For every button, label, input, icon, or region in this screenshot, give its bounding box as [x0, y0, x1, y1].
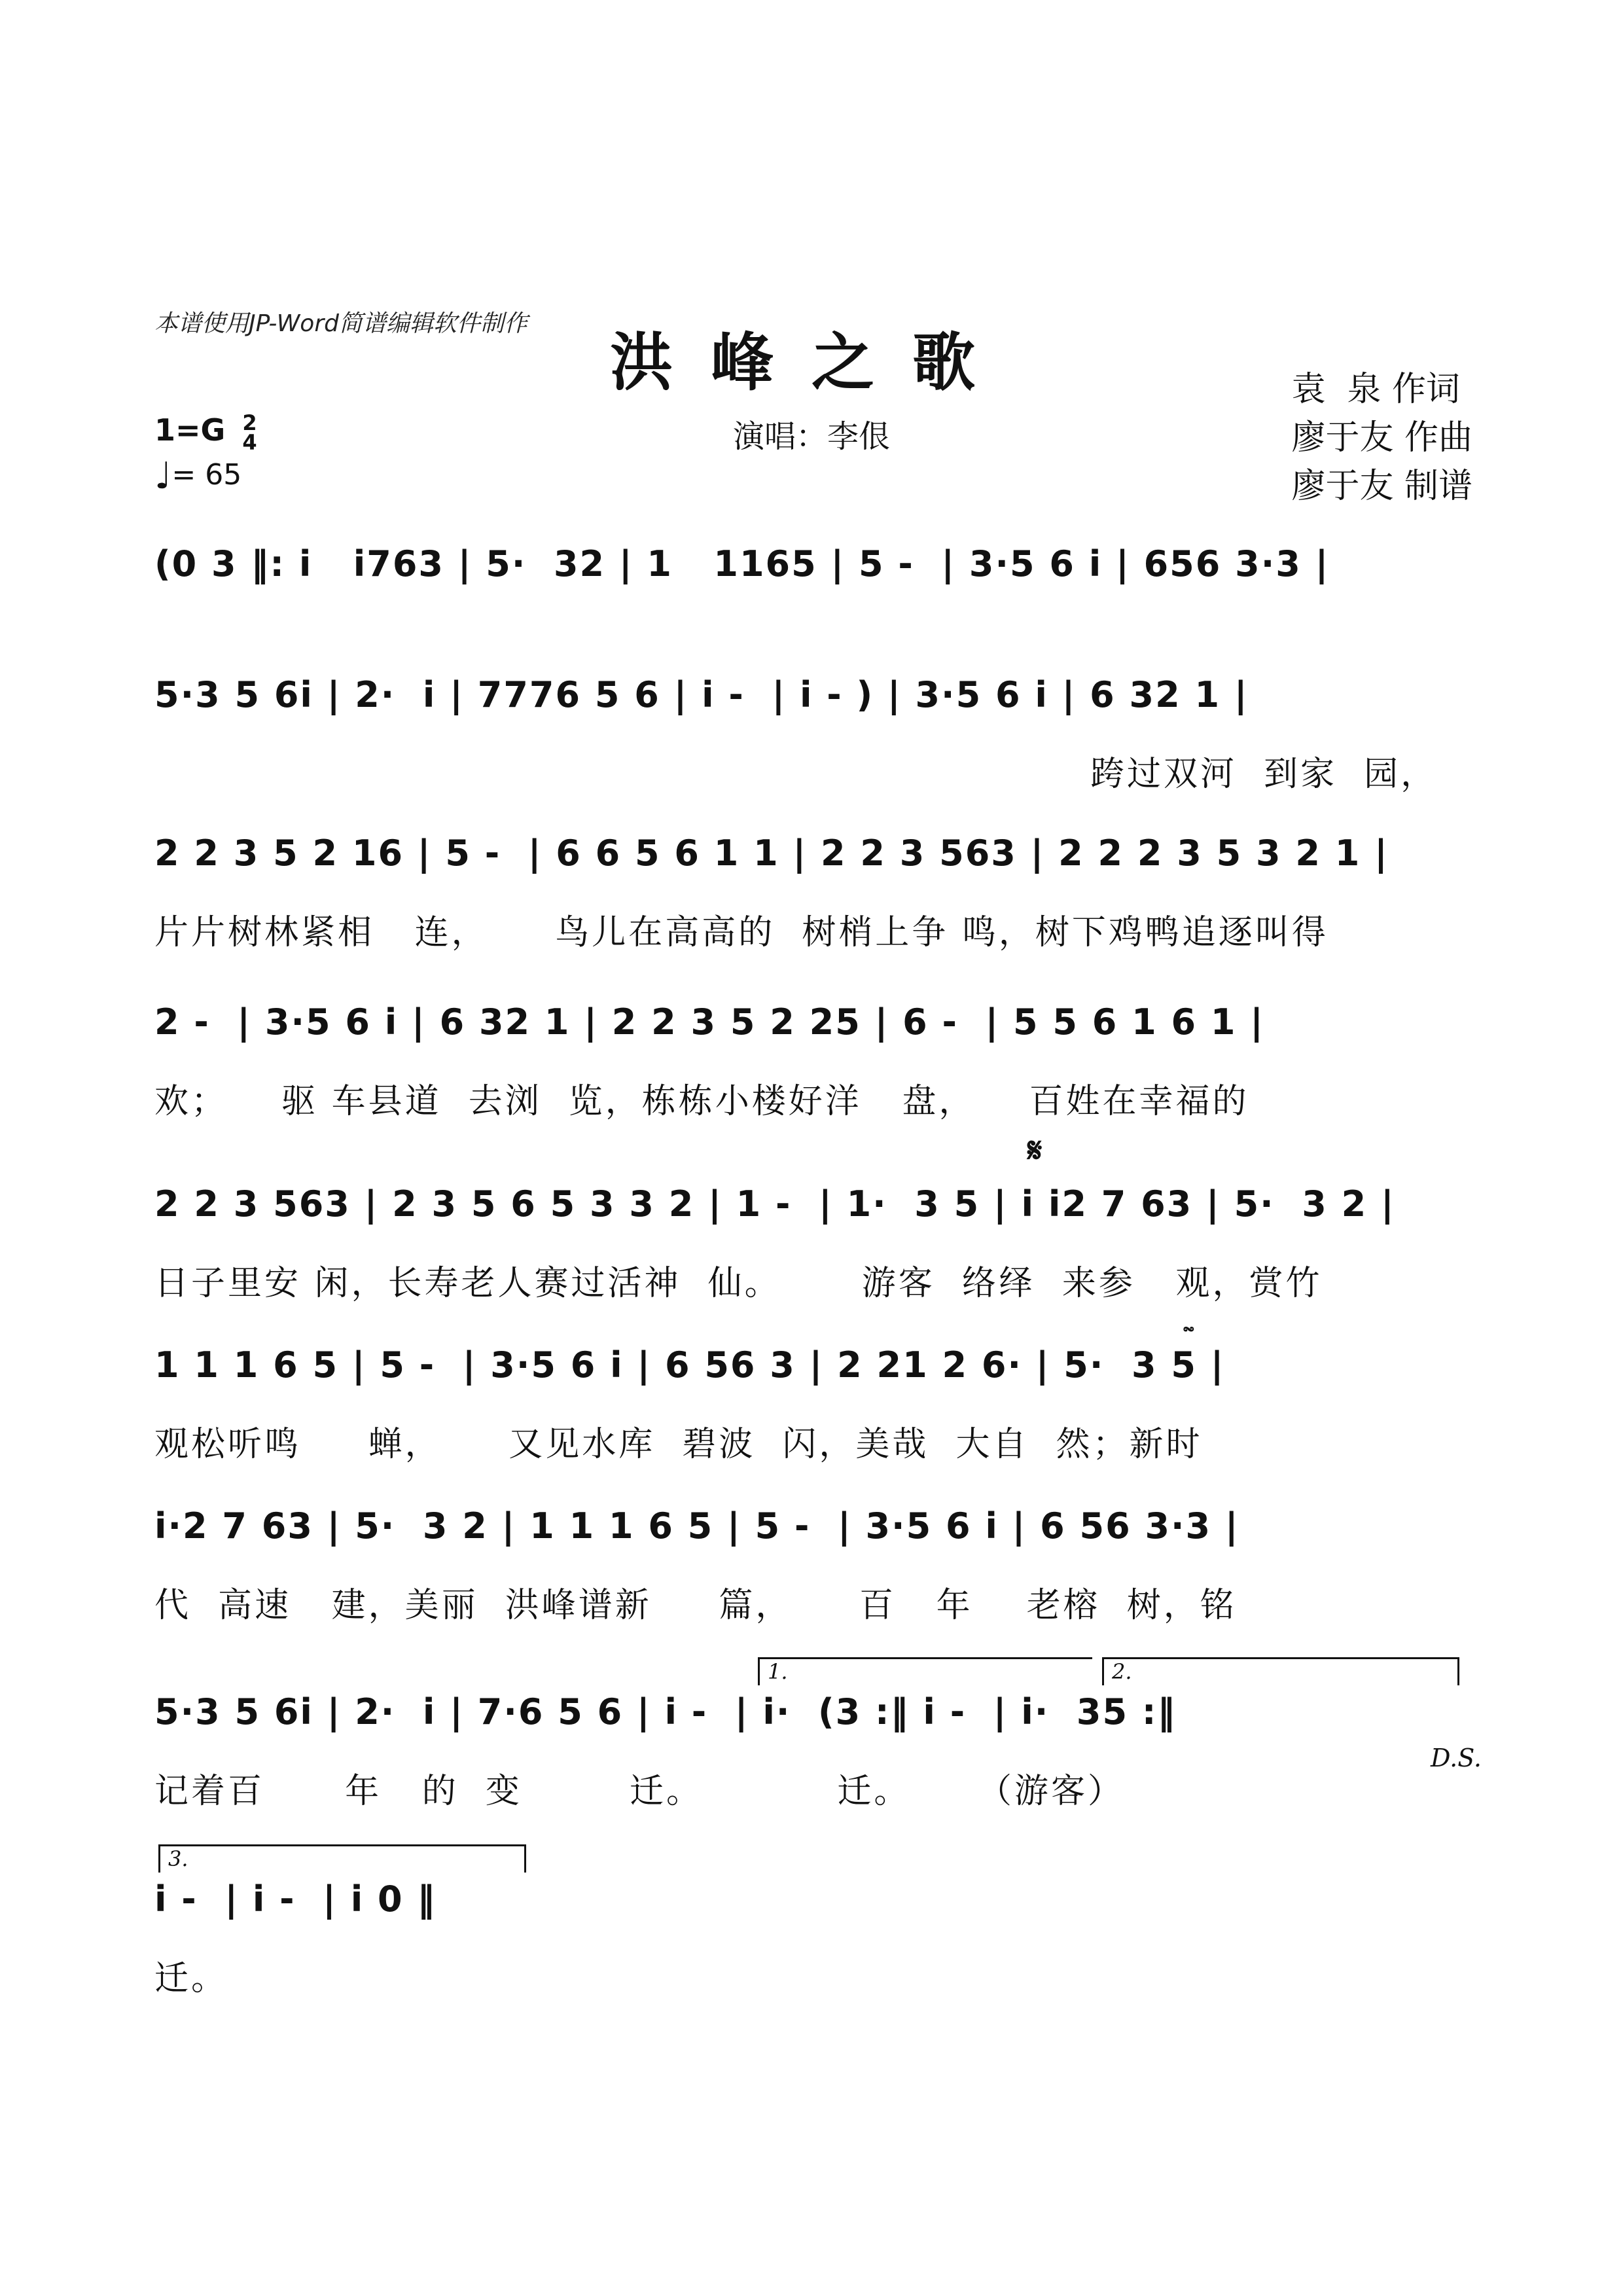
dal-segno-marking: D.S. — [1431, 1744, 1482, 1772]
lyrics-line: 欢； 驱 车县道 去浏 览，栋栋小楼好洋 盘， 百姓在幸福的 — [154, 1082, 1249, 1121]
tempo-value: = 65 — [171, 458, 242, 492]
credits-block — [1291, 365, 1472, 511]
lyrics-line: 代 高速 建，美丽 洪峰谱新 篇， 百 年 老榕 树，铭 — [154, 1586, 1237, 1625]
notes-line: 2 2 3 5 2 16 | 5 - | 6 6 5 6 1 1 | 2 2 3 563 | 2 2 2 3 5 3 2 1 | — [154, 833, 1389, 874]
segno-icon: 𝄋 — [1027, 1131, 1043, 1170]
volta-bracket-1 — [758, 1657, 1092, 1685]
turn-ornament-icon: 𝆗 — [1183, 1316, 1194, 1338]
software-watermark: 本谱使用JP-Word简谱编辑软件制作 — [154, 310, 527, 337]
key-label: 1=G — [154, 412, 226, 448]
tempo-marking — [154, 455, 242, 497]
time-signature-top: 2 — [242, 410, 257, 435]
notes-line: 2 2 3 563 | 2 3 5 6 5 3 3 2 | 1 - | 1· 3 5 | i i2 7 63 | 5· 3 2 | — [154, 1183, 1395, 1225]
volta-bracket-2 — [1102, 1657, 1459, 1685]
lyricist-credit: 袁 泉 作词 — [1291, 370, 1461, 409]
arranger-credit: 廖于友 制谱 — [1291, 467, 1472, 506]
key-signature — [154, 410, 257, 455]
lyrics-line: 迁。 — [154, 1959, 228, 1998]
composer-credit: 廖于友 作曲 — [1291, 418, 1472, 457]
notes-line: i·2 7 63 | 5· 3 2 | 1 1 1 6 5 | 5 - | 3·5 6 i | 6 56 3·3 | — [154, 1505, 1240, 1547]
singer-credit: 演唱：李佷 — [732, 418, 890, 455]
lyrics-line: 日子里安 闲，长寿老人赛过活神 仙。 游客 络绎 来参 观，赏竹 — [154, 1264, 1323, 1303]
volta-bracket-3 — [158, 1844, 526, 1873]
time-signature-bottom: 4 — [242, 429, 257, 455]
volta-1-label: 1. — [768, 1659, 788, 1684]
lyrics-line: 片片树林紧相 连， 鸟儿在高高的 树梢上争 鸣，树下鸡鸭追逐叫得 — [154, 913, 1329, 952]
quarter-note-icon: ♩ — [154, 455, 172, 497]
lyrics-line: 跨过双河 到家 园， — [1090, 755, 1438, 794]
notes-line: (0 3 ‖: i i763 | 5· 32 | 1 1165 | 5 - | 3·5 6 i | 656 3·3 | — [154, 543, 1330, 584]
song-title: 洪峰之歌 — [610, 325, 1013, 399]
notes-line: 2 - | 3·5 6 i | 6 32 1 | 2 2 3 5 2 25 | 6 - | 5 5 6 1 6 1 | — [154, 1001, 1264, 1043]
time-signature — [242, 410, 257, 455]
notes-line: 5·3 5 6i | 2· i | 7776 5 6 | i - | i - ) | 3·5 6 i | 6 32 1 | — [154, 674, 1249, 715]
volta-3-label: 3. — [168, 1846, 188, 1871]
lyrics-line: 观松听鸣 蝉， 又见水库 碧波 闪，美哉 大自 然；新时 — [154, 1425, 1203, 1464]
notes-line: 5·3 5 6i | 2· i | 7·6 5 6 | i - | i· (3 :‖ i - | i· 35 :‖ — [154, 1691, 1177, 1732]
notes-line: 1 1 1 6 5 | 5 - | 3·5 6 i | 6 56 3 | 2 21 2 6· | 5· 3 5 | — [154, 1344, 1225, 1386]
notes-line: i - | i - | i 0 ‖ — [154, 1878, 437, 1920]
lyrics-line: 记着百 年 的 变 迁。 迁。 （游客） — [154, 1772, 1124, 1811]
volta-2-label: 2. — [1112, 1659, 1132, 1684]
